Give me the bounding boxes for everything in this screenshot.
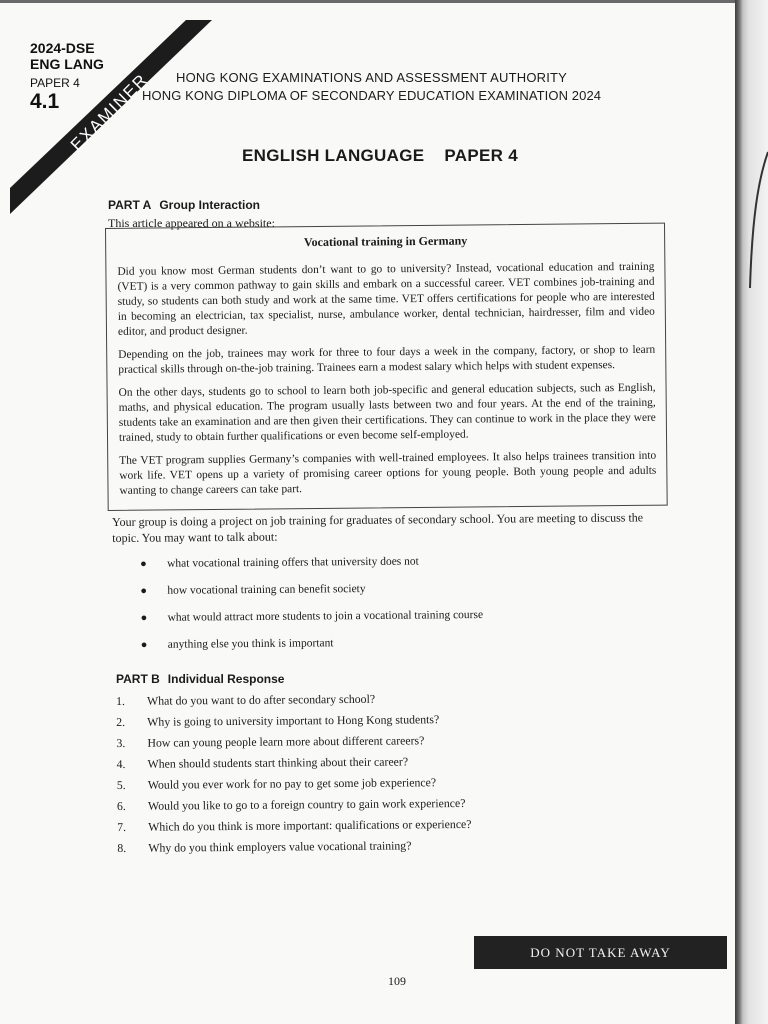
question-text: Why do you think employers value vocational training? — [148, 838, 412, 855]
part-b-heading — [116, 672, 284, 686]
exam-name: HONG KONG DIPLOMA OF SECONDARY EDUCATION EXAMINATION 2024 — [142, 88, 602, 103]
list-item — [140, 579, 560, 610]
article-paragraph: Did you know most German students don’t want to go to university? Instead, vocational education and training (VET) is a very common pathway to gain skills and embark on a successful career. VET combines job-training and study, so students can both study and work at the same time. VET offers certifications for people who are interested in becoming an electrician, tax specialist, nurse, ambulance worker, dental technician, hairdresser, film and video editor, and product designer. — [117, 260, 655, 338]
discussion-prompt: Your group is doing a project on job training for graduates of secondary school. You are meeting to discuss the topic. You may want to talk about: — [112, 510, 644, 545]
question-text: Why is going to university important to Hong Kong students? — [147, 712, 440, 729]
part-a-heading — [108, 198, 260, 212]
paper-title: PAPER 4 — [444, 146, 518, 165]
paper-code — [30, 40, 104, 114]
bullet-text: anything else you think is important — [167, 637, 334, 651]
bullet-icon: ● — [140, 611, 148, 624]
question-item — [117, 836, 537, 861]
question-text: How can young people learn more about different careers? — [147, 733, 425, 750]
examiner-banner — [0, 0, 230, 230]
bullet-icon: ● — [140, 638, 148, 651]
question-text: What do you want to do after secondary school? — [147, 691, 376, 708]
list-item — [140, 552, 560, 583]
question-number: 2. — [116, 714, 126, 729]
part-a-title: Group Interaction — [159, 198, 261, 212]
discussion-points — [140, 552, 561, 664]
question-number: 1. — [116, 693, 125, 708]
question-number: 4. — [116, 756, 126, 771]
question-number: 8. — [117, 840, 127, 855]
article-paragraph: On the other days, students go to school to learn both job-specific and general education subjects, such as English, maths, and physical education. The program usually lasts between two and four years. At the end of the training, students take an examination and are then given their certifications. They can continue to work in the place they were trained, study to obtain further qualifications or even become self-employed. — [118, 381, 656, 444]
banner-text: EXAMINER — [66, 69, 152, 155]
paper-code-label: PAPER 4 — [30, 76, 80, 90]
exam-year-code: 2024-DSE — [30, 40, 95, 56]
bullet-text: what vocational training offers that university does not — [167, 555, 419, 570]
page-number: 109 — [388, 974, 406, 988]
authority-name: HONG KONG EXAMINATIONS AND ASSESSMENT AUTHORITY — [176, 70, 568, 85]
question-number: 6. — [116, 798, 126, 813]
question-text: Which do you think is more important: qualifications or experience? — [148, 816, 472, 834]
subject-code: ENG LANG — [30, 56, 104, 72]
list-item — [141, 633, 561, 664]
article-title: Vocational training in Germany — [303, 233, 468, 250]
page-curl-mark — [744, 150, 768, 290]
question-number: 5. — [116, 777, 126, 792]
question-number: 7. — [117, 819, 127, 834]
part-b-title: Individual Response — [167, 672, 285, 686]
bullet-text: what would attract more students to join a vocational training course — [167, 609, 484, 624]
bullet-icon: ● — [140, 557, 147, 570]
bullet-text: how vocational training can benefit society — [167, 583, 366, 597]
question-text: Would you ever work for no pay to get some job experience? — [147, 775, 437, 792]
bullet-icon: ● — [140, 584, 148, 597]
page-title — [242, 146, 518, 166]
paper-section-number: 4.1 — [30, 90, 60, 113]
question-text: When should students start thinking about their career? — [147, 754, 409, 771]
article-paragraph: The VET program supplies Germany’s companies with well-trained employees. It also helps trainees transition into work life. VET opens up a variety of promising career options for young people. Both young people and adults wanting to change careers can take part. — [119, 449, 657, 497]
question-text: Would you like to go to a foreign country to gain work experience? — [147, 795, 466, 813]
subject-title: ENGLISH LANGUAGE — [242, 146, 425, 165]
list-item — [140, 606, 560, 637]
article-paragraph: Depending on the job, trainees may work for three to four days a week in the company, factory, or shop to learn practical skills through on-the-job training. Trainees earn a modest salary which helps with student expenses. — [118, 343, 656, 376]
part-a-label: PART A — [108, 198, 152, 212]
do-not-take-away-notice: DO NOT TAKE AWAY — [474, 936, 727, 969]
article-box — [105, 223, 668, 511]
question-number: 3. — [116, 735, 126, 750]
question-list — [116, 689, 537, 861]
part-b-label: PART B — [116, 672, 160, 686]
article-intro: This article appeared on a website: — [108, 216, 275, 230]
